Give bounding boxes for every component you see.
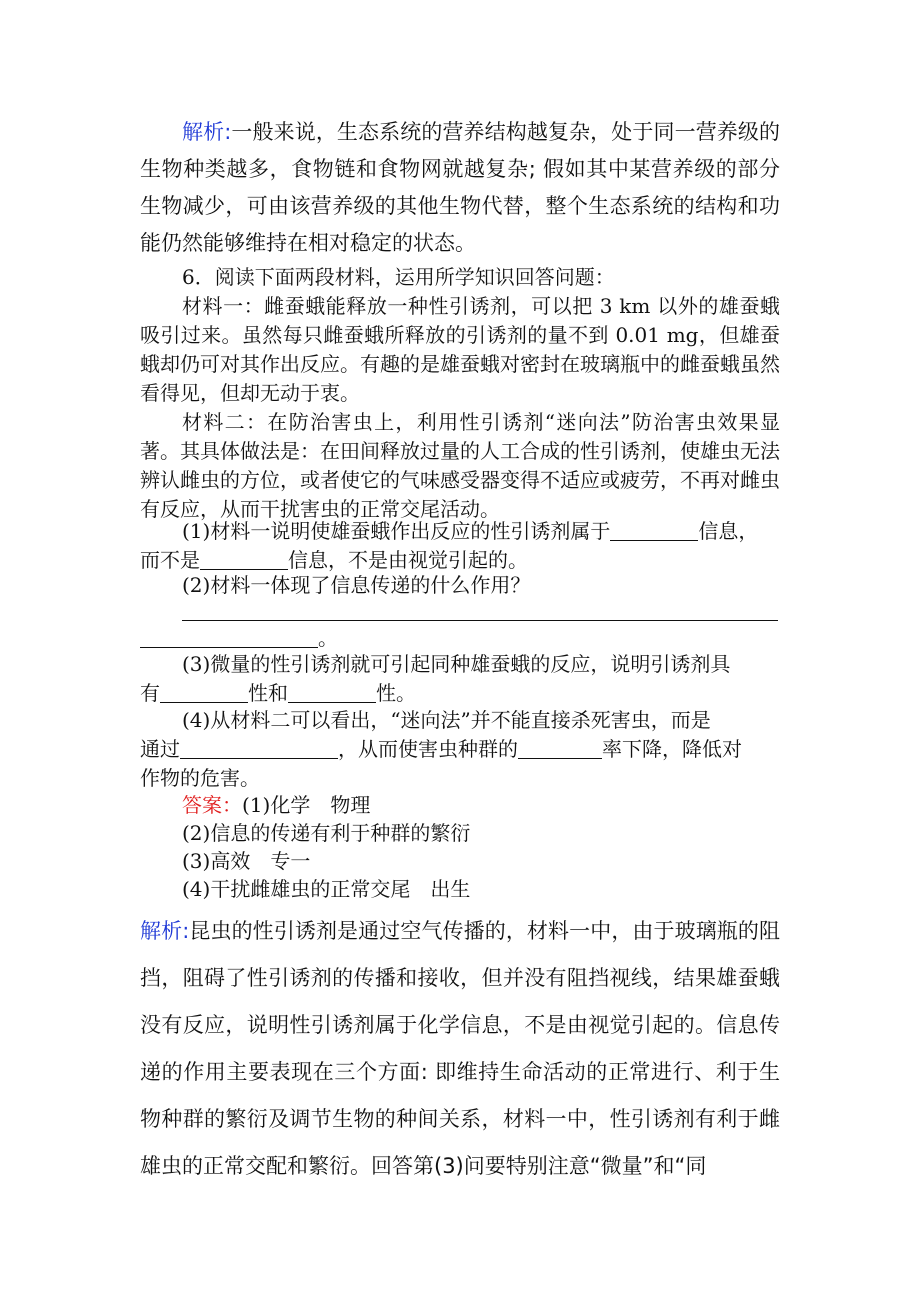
answer-blank[interactable] [180, 738, 338, 759]
answer-blank[interactable] [518, 738, 602, 759]
analysis-label: 解析: [182, 120, 232, 144]
analysis-text: 一般来说，生态系统的营养结构越复杂，处于同一营养级的生物种类越多，食物链和食物网就越复杂; 假如其中某营养级的部分生物减少，可由该营养级的其他生物代替，整个生态系统的结构和功能仍然能够维持在相对稳定的状态。 [140, 120, 781, 255]
answer-block: 答案：(1)化学 物理 (2)信息的传递有利于种群的繁衍 (3)高效 专一 (4)干扰雌雄虫的正常交尾 出生 [182, 793, 471, 901]
answer-blank[interactable] [610, 520, 698, 541]
answer-line-end: 。 [140, 624, 780, 653]
answer-label: 答案： [182, 793, 242, 817]
sub-question-2: (2)材料一体现了信息传递的什么作用？ [182, 573, 531, 597]
answer-line[interactable] [182, 620, 778, 621]
sub-question-4: (4)从材料二可以看出，“迷向法”并不能直接杀死害虫，而是 通过 ，从而使害虫种群的 率下降，降低对 作物的危害。 [140, 708, 742, 790]
sub-question-1: (1)材料一说明使雄蚕蛾作出反应的性引诱剂属于 信息， 而不是 信息，不是由视觉引起的。 [140, 519, 759, 572]
material-two: 材料二：在防治害虫上，利用性引诱剂“迷向法”防治害虫效果显著。其具体做法是：在田间释放过量的人工合成的性引诱剂，使雄虫无法辨认雌虫的方位，或者使它的气味感受器变得不适应或疲劳，不再对雌虫有反应，从而干扰害虫的正常交尾活动。 [140, 410, 780, 521]
analysis-paragraph-1 [140, 114, 780, 262]
question-intro: 6．阅读下面两段材料，运用所学知识回答问题： [182, 265, 615, 289]
sub-question-3: (3)微量的性引诱剂就可引起同种雄蚕蛾的反应，说明引诱剂具 有 性和 性。 [140, 652, 731, 705]
answer-blank[interactable] [200, 549, 288, 570]
answer-blank[interactable] [140, 627, 318, 648]
analysis-text: 昆虫的性引诱剂是通过空气传播的，材料一中，由于玻璃瓶的阻挡，阻碍了性引诱剂的传播和接收，但并没有阻挡视线，结果雄蚕蛾没有反应，说明性引诱剂属于化学信息，不是由视觉引起的。信息传递的作用主要表现在三个方面: 即维持生命活动的正常进行、利于生物种群的繁衍及调节生物的种间关系，材料一中，性引诱剂有利于雌雄虫的正常交配和繁衍。回答第(3)问要特别注意“微量”和“同 [140, 919, 781, 1178]
analysis-paragraph-2 [140, 908, 780, 1190]
answer-blank[interactable] [288, 682, 376, 703]
analysis-label: 解析: [140, 919, 190, 943]
answer-blank[interactable] [160, 682, 248, 703]
material-one: 材料一：雌蚕蛾能释放一种性引诱剂，可以把 3 km 以外的雄蚕蛾吸引过来。虽然每只雌蚕蛾所释放的引诱剂的量不到 0.01 mg，但雄蚕蛾却仍可对其作出反应。有趣的是雄蚕蛾对密封在玻璃瓶中的雌蚕蛾虽然看得见，但却无动于衷。 [140, 294, 780, 405]
